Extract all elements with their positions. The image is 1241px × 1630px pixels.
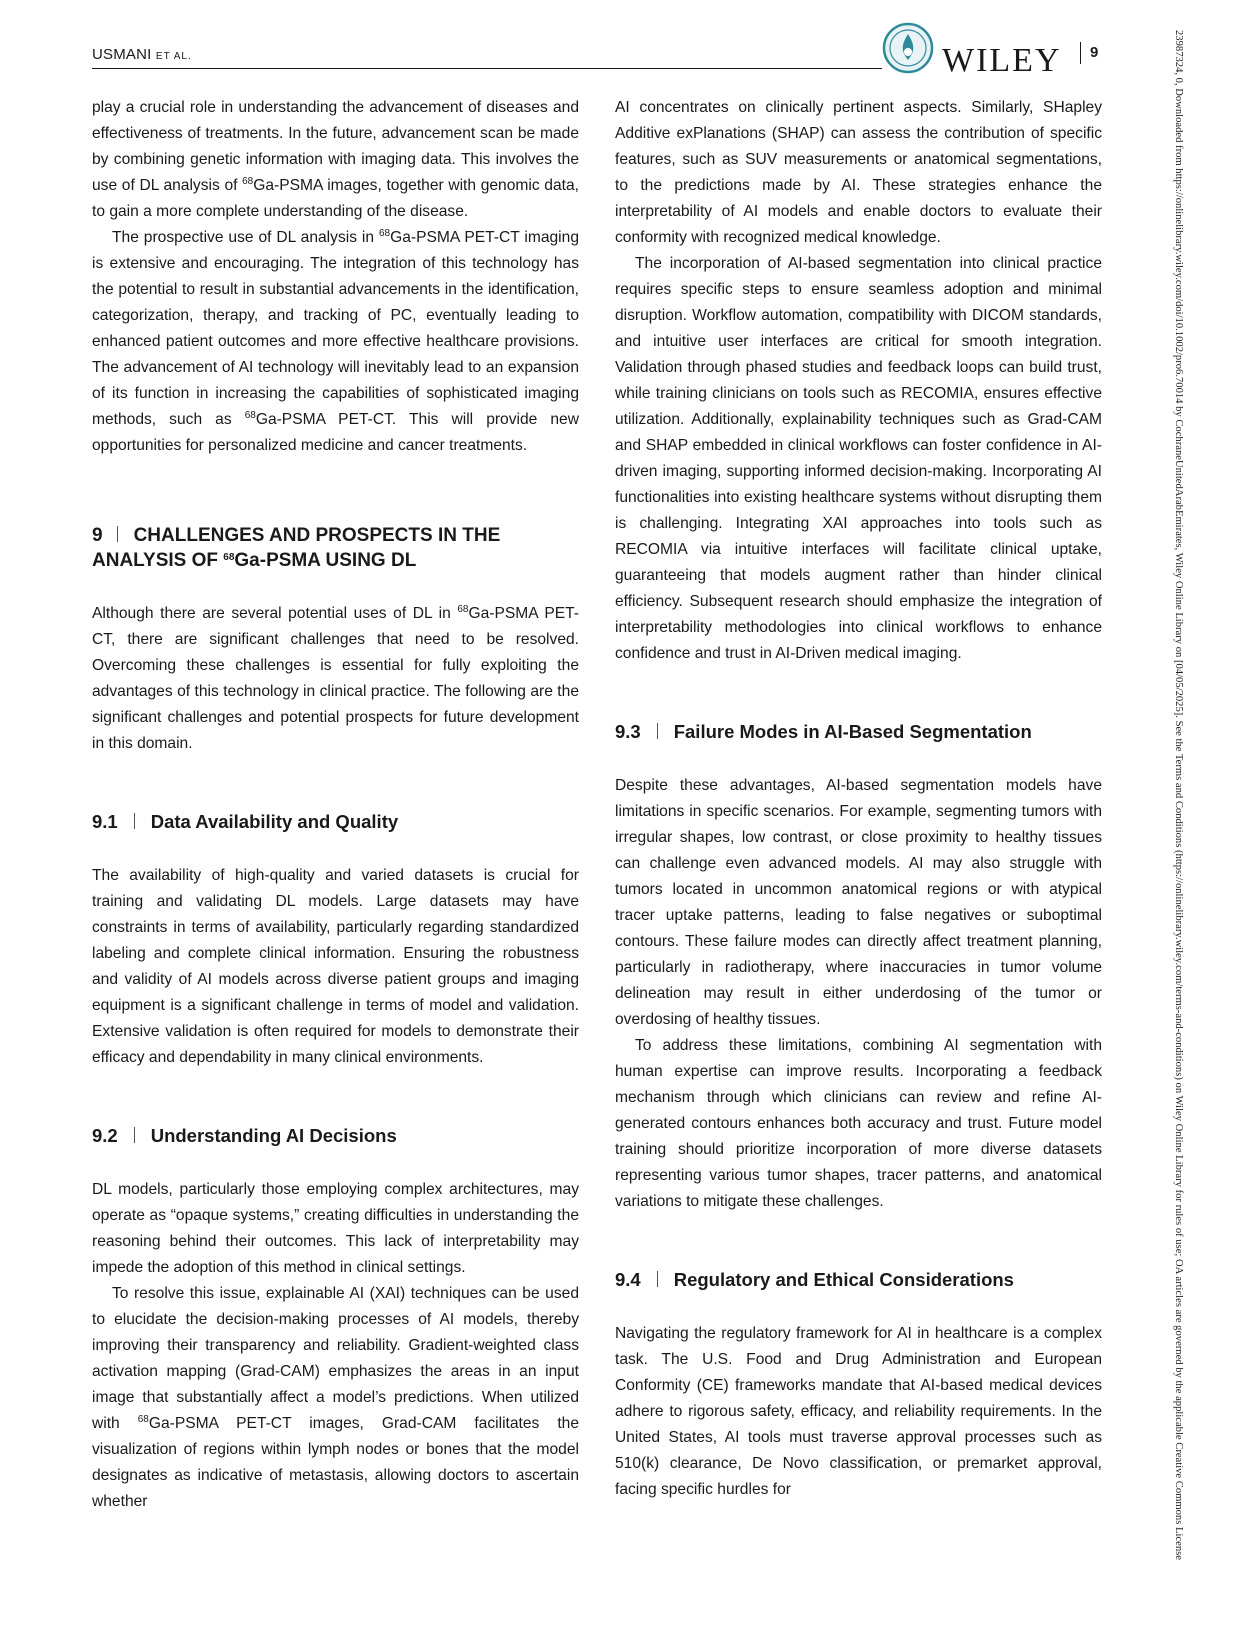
- running-head: [92, 46, 192, 63]
- paragraph: To resolve this issue, explainable AI (XAI) techniques can be used to elucidate the decision-making processes of AI models, thereby improving their transparency and reliability. Gradient-weighted class activation mapping (Grad-CAM) emphasizes the areas in an input image that substantially affect a model’s predictions. When utilized with $^{68}$Ga-PSMA PET-CT images, Grad-CAM facilitates the visualization of regions within lymph nodes or bones that the model designates as indicative of metastasis, allowing doctors to ascertain whether: [92, 1285, 579, 1510]
- paragraph: The availability of high-quality and varied datasets is crucial for training and validating DL models. Large datasets may have constraints in terms of availability, particularly regarding standardized labeling and complete clinical information. Ensuring the robustness and validity of AI models across diverse patient groups and imaging equipment is a significant challenge in terms of model and validation. Extensive validation is often required for models to demonstrate their efficacy and dependability in many clinical environments.: [92, 867, 579, 1066]
- right-column: [615, 95, 1102, 1503]
- page-header: [92, 42, 1102, 80]
- running-head-author: USMANI: [92, 46, 152, 63]
- download-notice: 23987324, 0, Downloaded from https://onlinelibrary.wiley.com/doi/10.1002/pro6.70014 by CochraneUnitedArabEmirates, Wiley Online Library on [04/05/2025]. See the Terms and Conditions (https://onlinelibrary.wiley.com/terms-and-conditions) on Wiley Online Library for rules of use; OA articles are governed by the applicable Creative Commons License: [1173, 30, 1184, 1560]
- paragraph: DL models, particularly those employing complex architectures, may operate as “opaque systems,” creating difficulties in understanding the reasoning behind their outcomes. This lack of interpretability may impede the adoption of this method in clinical settings.: [92, 1181, 579, 1276]
- page-number-separator: [1080, 42, 1081, 64]
- page-number: 9: [1090, 44, 1099, 61]
- header-rule: [92, 68, 882, 69]
- wiley-seal-icon: [882, 22, 934, 74]
- subsection-heading-9-3: 9.3 Failure Modes in AI-Based Segmentation: [615, 721, 1032, 742]
- paragraph: Although there are several potential uses of DL in $^{68}$Ga-PSMA PET-CT, there are significant challenges that need to be resolved. Overcoming these challenges is essential for fully exploiting the advantages of this technology in clinical practice. The following are the significant challenges and potential prospects for future development in this domain.: [92, 604, 579, 752]
- paragraph: To address these limitations, combining AI segmentation with human expertise can improve results. Incorporating a feedback mechanism through which clinicians can review and refine AI-generated contours enhances both accuracy and trust. Future model training should prioritize incorporation of more diverse datasets representing various tumor shapes, tracer patterns, and anatomical variations to mitigate these challenges.: [615, 1037, 1102, 1210]
- paragraph: play a crucial role in understanding the advancement of diseases and effectiveness of treatments. In the future, advancement scan be made by combining genetic information with imaging data. This involves the use of DL analysis of $^{68}$Ga-PSMA images, together with genomic data, to gain a more complete understanding of the disease.: [92, 99, 579, 220]
- section-heading-9: 9 CHALLENGES AND PROSPECTS IN THE ANALYSIS OF $^{68}$Ga-PSMA USING DL: [92, 525, 501, 571]
- subsection-heading-9-2: 9.2 Understanding AI Decisions: [92, 1125, 397, 1146]
- paragraph: The prospective use of DL analysis in $^{68}$Ga-PSMA PET-CT imaging is extensive and encouraging. The integration of this technology has the potential to result in substantial advancements in the identification, categorization, therapy, and tracking of PC, eventually leading to enhanced patient outcomes and more effective healthcare provisions. The advancement of AI technology will inevitably lead to an expansion of its function in increasing the capabilities of sophisticated imaging methods, such as $^{68}$Ga-PSMA PET-CT. This will provide new opportunities for personalized medicine and cancer treatments.: [92, 228, 579, 454]
- left-column: [92, 95, 579, 1515]
- running-head-suffix: ET AL.: [155, 51, 192, 62]
- subsection-heading-9-1: 9.1 Data Availability and Quality: [92, 811, 399, 832]
- subsection-heading-9-4: 9.4 Regulatory and Ethical Considerations: [615, 1269, 1014, 1290]
- wiley-wordmark: WILEY: [942, 42, 1062, 79]
- paragraph: AI concentrates on clinically pertinent aspects. Similarly, SHapley Additive exPlanations (SHAP) can assess the contribution of specific features, such as SUV measurements or anatomical segmentations, to the predictions made by AI. These strategies enhance the interpretability of AI models and enable doctors to evaluate their conformity with recognized medical knowledge.: [615, 99, 1102, 246]
- paragraph: The incorporation of AI-based segmentation into clinical practice requires specific steps to ensure seamless adoption and minimal disruption. Workflow automation, compatibility with DICOM standards, and intuitive user interfaces are critical for smooth integration. Validation through phased studies and feedback loops can build trust, while training clinicians on tools such as RECOMIA, ensures effective utilization. Additionally, explainability techniques such as Grad-CAM and SHAP embedded in clinical workflows can foster confidence in AI-driven imaging, supporting informed decision-making. Incorporating AI functionalities into existing healthcare systems without disrupting them is challenging. Integrating XAI approaches into tools such as RECOMIA via intuitive interfaces will facilitate clinical uptake, guaranteeing that models augment rather than hinder clinical efficiency. Subsequent research should emphasize the integration of interpretability methodologies into clinical workflows to enhance confidence and trust in AI-Driven medical imaging.: [615, 255, 1102, 662]
- paragraph: Despite these advantages, AI-based segmentation models have limitations in specific scenarios. For example, segmenting tumors with irregular shapes, low contrast, or close proximity to healthy tissues can challenge even advanced models. AI may also struggle with tumors located in uncommon anatomical regions or with atypical tracer uptake patterns, leading to false negatives or suboptimal contours. These failure modes can directly affect treatment planning, particularly in radiotherapy, where inaccuracies in tumor volume delineation may result in either underdosing of the tumor or overdosing of healthy tissues.: [615, 777, 1102, 1028]
- paragraph: Navigating the regulatory framework for AI in healthcare is a complex task. The U.S. Food and Drug Administration and European Conformity (CE) frameworks mandate that AI-based medical devices adhere to rigorous safety, efficacy, and reliability requirements. In the United States, AI tools must traverse approval processes such as 510(k) clearance, De Novo classification, or premarket approval, facing specific hurdles for: [615, 1325, 1102, 1498]
